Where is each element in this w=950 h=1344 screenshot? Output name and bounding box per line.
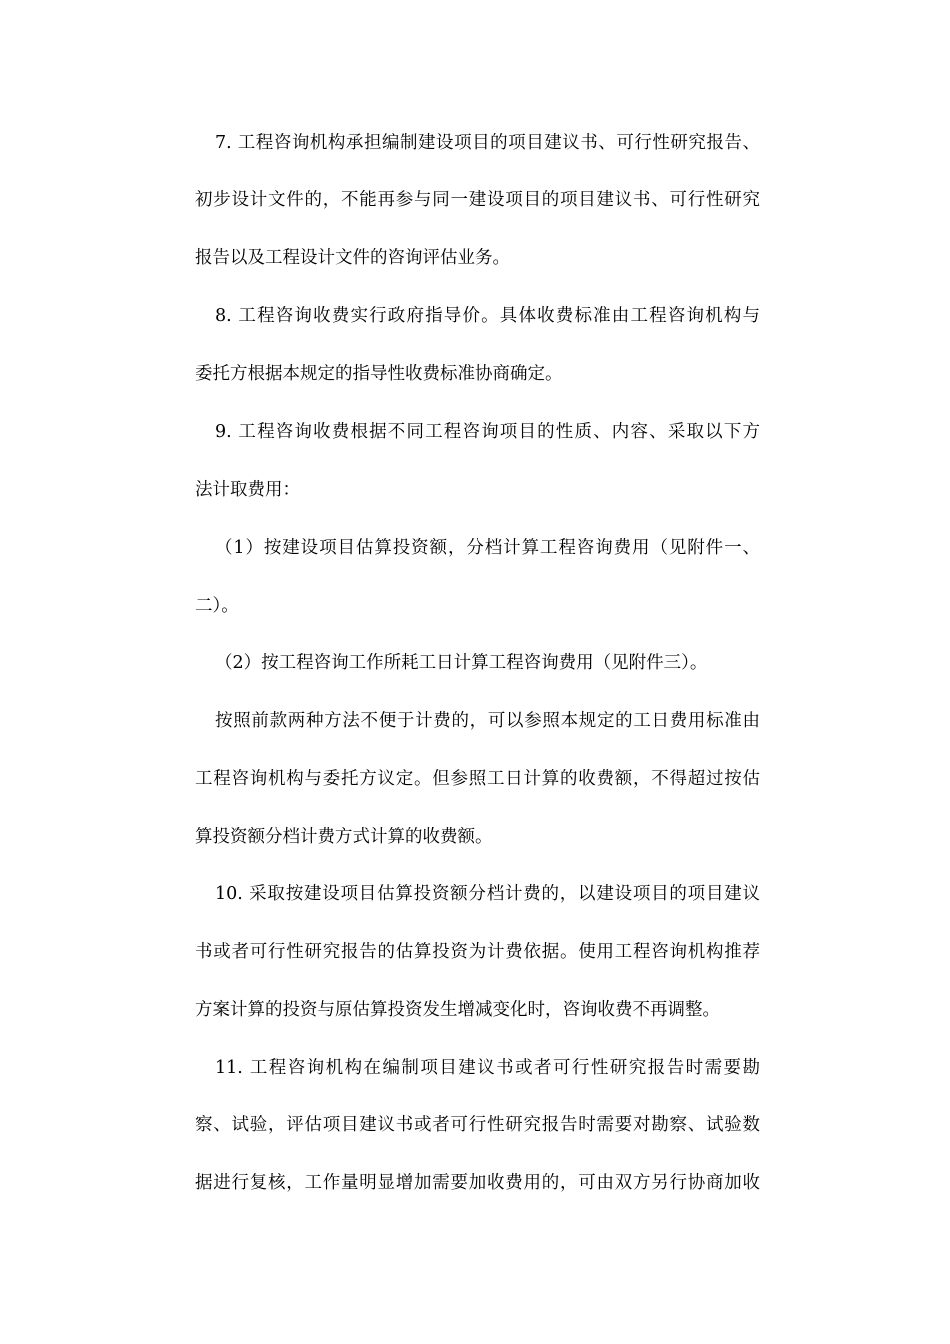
- method-1-line-1: （1）按建设项目估算投资额，分档计算工程咨询费用（见附件一、: [215, 538, 760, 558]
- clause-10-line-1: 10. 采取按建设项目估算投资额分档计费的，以建设项目的项目建议: [215, 884, 760, 904]
- note-line-2: 工程咨询机构与委托方议定。但参照工日计算的收费额，不得超过按估: [195, 769, 760, 789]
- clause-10-line-3: 方案计算的投资与原估算投资发生增减变化时，咨询收费不再调整。: [195, 1000, 720, 1020]
- clause-11-line-1: 11. 工程咨询机构在编制项目建议书或者可行性研究报告时需要勘: [215, 1058, 760, 1078]
- clause-11-line-2: 察、试验，评估项目建议书或者可行性研究报告时需要对勘察、试验数: [195, 1115, 760, 1135]
- clause-9-line-2: 法计取费用：: [195, 480, 300, 500]
- clause-9-line-1: 9. 工程咨询收费根据不同工程咨询项目的性质、内容、采取以下方: [215, 422, 760, 442]
- clause-7-line-1: 7. 工程咨询机构承担编制建设项目的项目建议书、可行性研究报告、: [215, 133, 760, 153]
- clause-7-line-3: 报告以及工程设计文件的咨询评估业务。: [195, 248, 510, 268]
- clause-8-line-2: 委托方根据本规定的指导性收费标准协商确定。: [195, 364, 563, 384]
- note-line-3: 算投资额分档计费方式计算的收费额。: [195, 827, 493, 847]
- clause-8-line-1: 8. 工程咨询收费实行政府指导价。具体收费标准由工程咨询机构与: [215, 306, 760, 326]
- clause-10-line-2: 书或者可行性研究报告的估算投资为计费依据。使用工程咨询机构推荐: [195, 942, 760, 962]
- clause-7-line-2: 初步设计文件的，不能再参与同一建设项目的项目建议书、可行性研究: [195, 190, 760, 210]
- note-line-1: 按照前款两种方法不便于计费的，可以参照本规定的工日费用标准由: [215, 711, 760, 731]
- method-1-line-2: 二）。: [195, 596, 239, 616]
- method-2-line: （2）按工程咨询工作所耗工日计算工程咨询费用（见附件三）。: [215, 653, 708, 673]
- clause-11-line-3: 据进行复核，工作量明显增加需要加收费用的，可由双方另行协商加收: [195, 1173, 760, 1193]
